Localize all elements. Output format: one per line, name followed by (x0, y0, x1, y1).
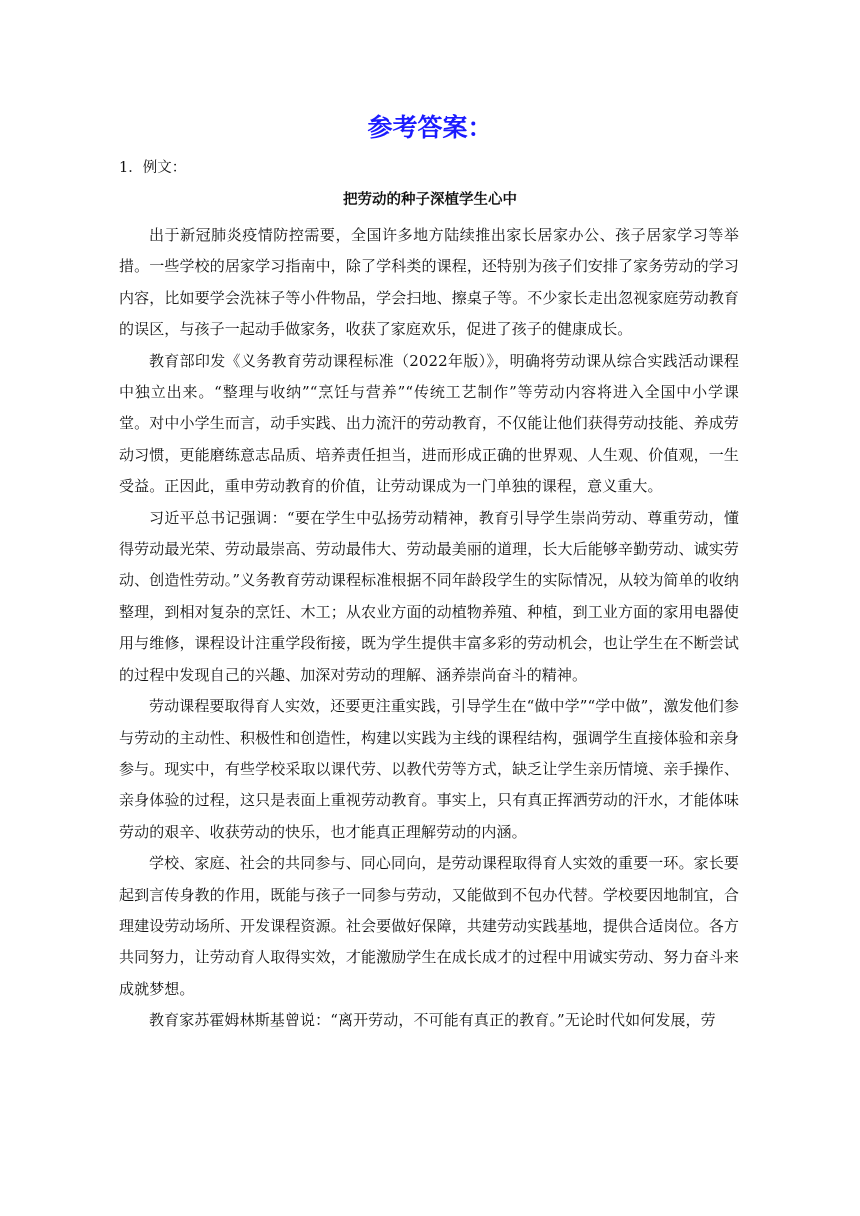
essay-body (119, 220, 739, 1037)
paragraph: 出于新冠肺炎疫情防控需要，全国许多地方陆续推出家长居家办公、孩子居家学习等举措。一些学校的居家学习指南中，除了学科类的课程，还特别为孩子们安排了家务劳动的学习内容，比如要学会洗袜子等小件物品，学会扫地、擦桌子等。不少家长走出忽视家庭劳动教育的误区，与孩子一起动手做家务，收获了家庭欢乐，促进了孩子的健康成长。 (119, 226, 739, 339)
paragraph: 学校、家庭、社会的共同参与、同心同向，是劳动课程取得育人实效的重要一环。家长要起到言传身教的作用，既能与孩子一同参与劳动，又能做到不包办代替。学校要因地制宜，合理建设劳动场所、开发课程资源。社会要做好保障，共建劳动实践基地，提供合适岗位。各方共同努力，让劳动育人取得实效，才能激励学生在成长成才的过程中用诚实劳动、努力奋斗来成就梦想。 (119, 854, 739, 998)
paragraph: 教育家苏霍姆林斯基曾说：“离开劳动，不可能有真正的教育。”无论时代如何发展，劳 (149, 1011, 716, 1030)
paragraph: 习近平总书记强调：“要在学生中弘扬劳动精神，教育引导学生崇尚劳动、尊重劳动，懂得劳动最光荣、劳动最崇高、劳动最伟大、劳动最美丽的道理，长大后能够辛勤劳动、诚实劳动、创造性劳动。”义务教育劳动课程标准根据不同年龄段学生的实际情况，从较为简单的收纳整理，到相对复杂的烹饪、木工；从农业方面的动植物养殖、种植，到工业方面的家用电器使用与维修，课程设计注重学段衔接，既为学生提供丰富多彩的劳动机会，也让学生在不断尝试的过程中发现自己的兴趣、加深对劳动的理解、涵养崇尚奋斗的精神。 (119, 508, 739, 684)
answer-heading: 参考答案： (367, 113, 493, 142)
paragraph: 劳动课程要取得育人实效，还要更注重实践，引导学生在“做中学”“学中做”，激发他们参与劳动的主动性、积极性和创造性，构建以实践为主线的课程结构，强调学生直接体验和亲身参与。现实中，有些学校采取以课代劳、以教代劳等方式，缺乏让学生亲历情境、亲手操作、亲身体验的过程，这只是表面上重视劳动教育。事实上，只有真正挥洒劳动的汗水，才能体味劳动的艰辛、收获劳动的快乐，也才能真正理解劳动的内涵。 (119, 697, 739, 841)
essay-title: 把劳动的种子深植学生心中 (343, 192, 517, 208)
paragraph: 教育部印发《义务教育劳动课程标准（2022年版）》，明确将劳动课从综合实践活动课程中独立出来。“整理与收纳”“烹饪与营养”“传统工艺制作”等劳动内容将进入全国中小学课堂。对中小学生而言，动手实践、出力流汗的劳动教育，不仅能让他们获得劳动技能、养成劳动习惯，更能磨练意志品质、培养责任担当，进而形成正确的世界观、人生观、价值观，一生受益。正因此，重申劳动教育的价值，让劳动课成为一门单独的课程，意义重大。 (119, 351, 739, 496)
item-label: 1．例文： (119, 160, 187, 176)
